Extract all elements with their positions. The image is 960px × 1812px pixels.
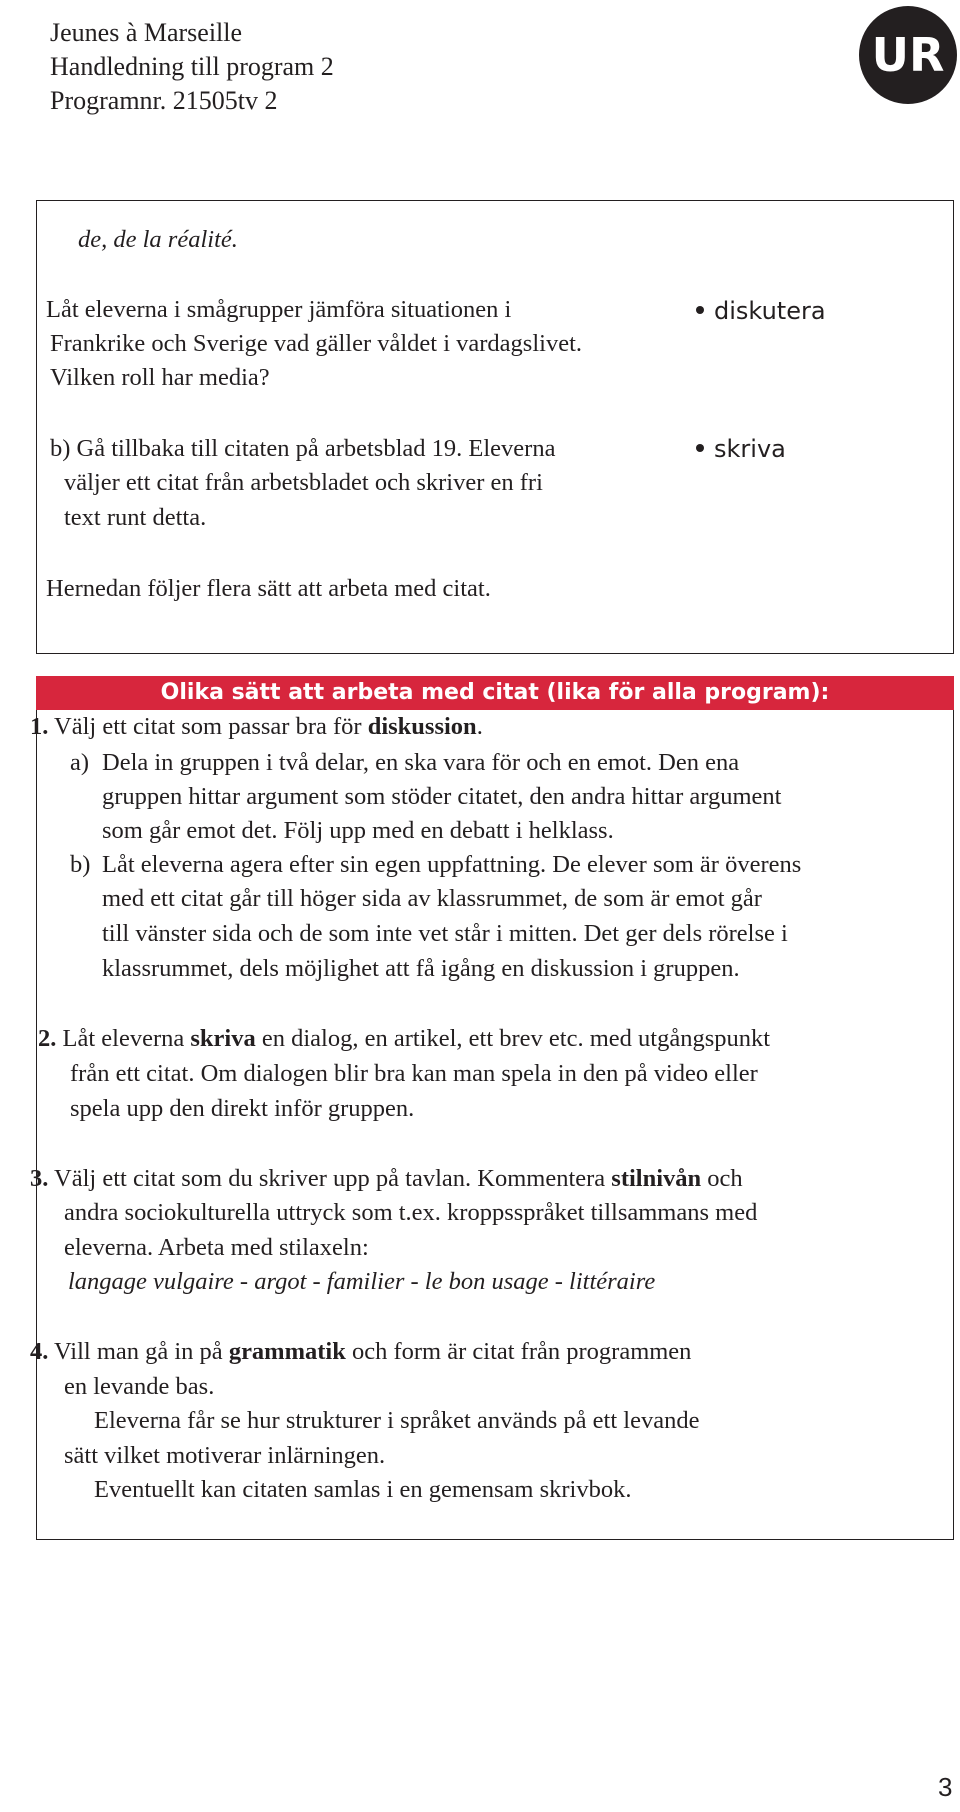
item1-b-line4: klassrummet, dels möjlighet att få igång en diskussion i gruppen.	[102, 955, 740, 982]
item1-a-label: a)	[70, 749, 90, 776]
section-banner: Olika sätt att arbeta med citat (lika för alla program):	[36, 676, 954, 710]
item3-style-axis: langage vulgaire - argot - familier - le bon usage - littéraire	[68, 1268, 656, 1295]
para2-line2: väljer ett citat från arbetsbladet och skriver en fri	[64, 469, 543, 496]
logo-text: UR	[871, 28, 945, 82]
item1-b-line1: Låt eleverna agera efter sin egen uppfattning. De elever som är överens	[102, 851, 802, 878]
para1-line2: Frankrike och Sverige vad gäller våldet i vardagslivet.	[50, 330, 583, 357]
side-note-skriva: skriva	[696, 432, 786, 467]
page-number: 3	[938, 1772, 953, 1802]
item4-line2: en levande bas.	[64, 1373, 215, 1400]
item1-heading: 1. Välj ett citat som passar bra för diskussion.	[30, 713, 483, 740]
item4-heading: 4. Vill man gå in på grammatik och form är citat från programmen	[30, 1338, 692, 1365]
bullet-icon	[696, 306, 704, 314]
para1-line3: Vilken roll har media?	[50, 364, 270, 391]
header-title: Jeunes à Marseille	[50, 18, 243, 47]
item4-line4: sätt vilket motiverar inlärningen.	[64, 1442, 386, 1469]
para2-line1: b) Gå tillbaka till citaten på arbetsblad 19. Eleverna	[50, 435, 556, 462]
item1-a-line2: gruppen hittar argument som stöder citatet, den andra hittar argument	[102, 783, 782, 810]
item1-b-line3: till vänster sida och de som inte vet står i mitten. Det ger dels rörelse i	[102, 920, 788, 947]
item2-line2: från ett citat. Om dialogen blir bra kan man spela in den på video eller	[70, 1060, 758, 1087]
document-header	[50, 16, 334, 118]
item4-indent1: Eleverna får se hur strukturer i språket används på ett levande	[94, 1407, 700, 1434]
item1-b-label: b)	[70, 851, 91, 878]
header-program-number: Programnr. 21505tv 2	[50, 86, 278, 115]
item1-a-line1: Dela in gruppen i två delar, en ska vara för och en emot. Den ena	[102, 749, 740, 776]
closing-line: Hernedan följer flera sätt att arbeta med citat.	[46, 575, 491, 602]
header-subtitle: Handledning till program 2	[50, 52, 334, 81]
para1-line1: Låt eleverna i smågrupper jämföra situationen i	[46, 296, 512, 323]
ur-logo-icon	[858, 5, 958, 105]
item1-b-line2: med ett citat går till höger sida av klassrummet, de som är emot går	[102, 885, 762, 912]
item4-indent2: Eventuellt kan citaten samlas i en gemensam skrivbok.	[94, 1476, 632, 1503]
item2-heading: 2. Låt eleverna skriva en dialog, en artikel, ett brev etc. med utgångspunkt	[38, 1025, 771, 1052]
item1-a-line3: som går emot det. Följ upp med en debatt i helklass.	[102, 817, 614, 844]
item2-line3: spela upp den direkt inför gruppen.	[70, 1095, 415, 1122]
side-note-diskutera: diskutera	[696, 294, 826, 329]
item3-heading: 3. Välj ett citat som du skriver upp på tavlan. Kommentera stilnivån och	[30, 1165, 743, 1192]
bullet-icon	[696, 444, 704, 452]
item3-line3: eleverna. Arbeta med stilaxeln:	[64, 1234, 369, 1261]
para2-line3: text runt detta.	[64, 504, 207, 531]
italic-continuation: de, de la réalité.	[78, 226, 238, 253]
item3-line2: andra sociokulturella uttryck som t.ex. kroppsspråket tillsammans med	[64, 1199, 758, 1226]
